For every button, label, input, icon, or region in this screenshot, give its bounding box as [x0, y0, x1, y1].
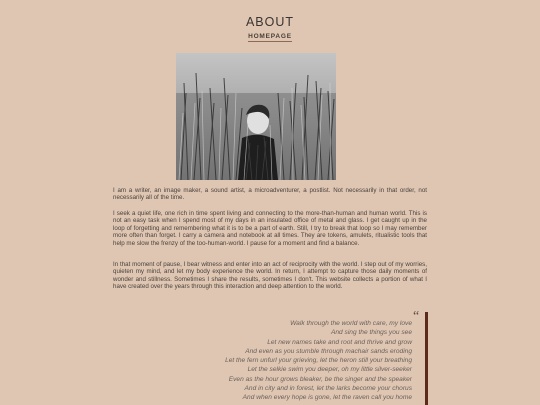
- poem-line: Let the fern unfurl your grieving, let the heron still your breathing: [225, 357, 412, 365]
- poem-line: Even as the hour grows bleaker, be the singer and the speaker: [228, 375, 412, 383]
- about-paragraph-1: I am a writer, an image maker, a sound artist, a microadventurer, a postlist. Not necessarily in that order, not necessarily all of the time.: [113, 187, 427, 202]
- homepage-link-label: HOMEPAGE: [248, 33, 292, 40]
- quote-accent-bar: [425, 312, 428, 405]
- about-paragraph-3: In that moment of pause, I bear witness and enter into an act of reciprocity with the world. I step out of my worries, quieten my mind, and let my body experience the world. In return, I attempt to capture those daily moments of wonder and stillness. Sometimes I share the results, sometimes I don't. This website collects a portion of what I have created over the years through this interaction and deep attention to the world.: [113, 261, 427, 291]
- poem-line: Let new names take and root and thrive and grow: [267, 338, 412, 346]
- poem-line: And sing the things you see: [330, 329, 412, 337]
- homepage-link[interactable]: [0, 33, 540, 40]
- page-title: ABOUT: [245, 15, 295, 29]
- poem-line: And even as you stumble through machair sands eroding: [245, 347, 412, 355]
- quote-mark-icon: “: [413, 309, 420, 324]
- poem-quote: [180, 319, 412, 403]
- poem-line: And in city and in forest, let the larks become your chorus: [244, 385, 412, 393]
- about-paragraph-2: I seek a quiet life, one rich in time spent living and connecting to the more-than-human and human world. This is not an easy task when I spend most of my days in an insulated office of metal and glass. I get caught up in the loop of forgetting and remembering what it is to be a part of earth. Still, I try to break that loop so I may remember more often than forget. I carry a camera and notebook at all times. They are tokens, amulets, ritualistic tools that help me slow the frenzy of the too-human-world. I pause for a moment and find a balance.: [113, 210, 427, 247]
- poem-line: Walk through the world with care, my love: [290, 320, 412, 327]
- poem-line: And when every hope is gone, let the raven call you home: [242, 394, 412, 402]
- poem-line: Let the selkie swim you deeper, oh my little silver-seeker: [247, 366, 412, 374]
- portrait-in-grass-photo: [176, 53, 336, 180]
- portrait-photo: [176, 53, 336, 180]
